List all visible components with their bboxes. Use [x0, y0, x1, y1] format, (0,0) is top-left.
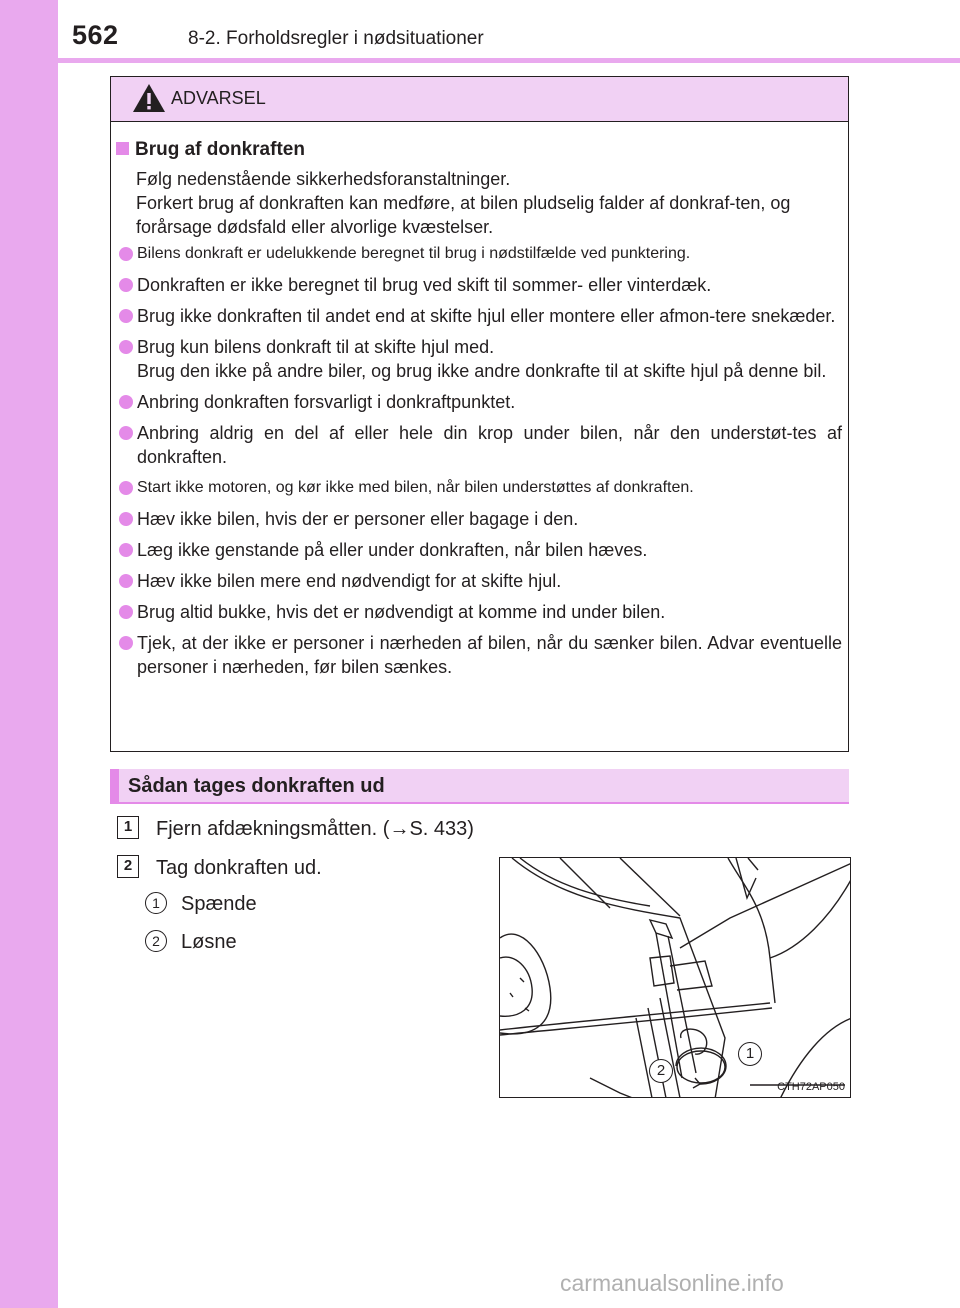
- bullet-dot-icon: [119, 426, 133, 440]
- list-item: Start ikke motoren, og kør ikke med bilen, når bilen understøttes af donkraften.: [116, 476, 842, 500]
- warning-intro: [136, 167, 842, 239]
- list-item: Brug kun bilens donkraft til at skifte hjul med. Brug den ikke på andre biler, og brug ikke andre donkrafte til at skifte hjul på denne bil.: [116, 335, 842, 383]
- step-number-badge: 2: [117, 855, 139, 878]
- list-item: Hæv ikke bilen mere end nødvendigt for at skifte hjul.: [116, 569, 842, 593]
- figure-label-2: 2: [649, 1059, 673, 1083]
- bullet-dot-icon: [119, 395, 133, 409]
- chapter-title: 8-2. Forholdsregler i nødsituationer: [188, 28, 484, 49]
- callout-label: Spænde: [181, 893, 257, 915]
- bullet-dot-icon: [119, 278, 133, 292]
- figure-label-1: 1: [738, 1042, 762, 1066]
- step-text: Fjern afdækningsmåtten. (→S. 433): [156, 818, 474, 840]
- figure-code: CTH72AP050: [777, 1081, 845, 1093]
- jack-illustration: [500, 858, 851, 1098]
- list-item: Brug altid bukke, hvis det er nødvendigt at komme ind under bilen.: [116, 600, 842, 624]
- bullet-dot-icon: [119, 309, 133, 323]
- section-heading-bar: [110, 769, 849, 804]
- bullet-dot-icon: [119, 543, 133, 557]
- jack-removal-figure: [499, 857, 851, 1098]
- bullet-dot-icon: [119, 636, 133, 650]
- list-item: Donkraften er ikke beregnet til brug ved skift til sommer- eller vinterdæk.: [116, 273, 842, 297]
- warning-triangle-icon: [132, 82, 166, 114]
- callout-label: Løsne: [181, 931, 237, 953]
- bullet-dot-icon: [119, 247, 133, 261]
- list-item: Bilens donkraft er udelukkende beregnet til brug i nødstilfælde ved punktering.: [116, 242, 842, 266]
- page-number: 562: [72, 20, 119, 50]
- bullet-dot-icon: [119, 605, 133, 619]
- intro-line: Følg nedenstående sikkerhedsforanstaltninger.: [136, 169, 511, 189]
- side-color-bar: [0, 0, 58, 1308]
- bullet-dot-icon: [119, 481, 133, 495]
- section-accent: [110, 769, 119, 802]
- warning-section-heading: Brug af donkraften: [116, 139, 305, 161]
- watermark: carmanualsonline.info: [560, 1270, 784, 1296]
- square-bullet-icon: [116, 142, 129, 155]
- list-item: Anbring donkraften forsvarligt i donkraftpunktet.: [116, 390, 842, 414]
- bullet-dot-icon: [119, 574, 133, 588]
- callout-number: 2: [145, 930, 167, 952]
- bullet-dot-icon: [119, 340, 133, 354]
- list-item: Anbring aldrig en del af eller hele din krop under bilen, når den understøt-tes af donkraften.: [116, 421, 842, 469]
- intro-line: Forkert brug af donkraften kan medføre, at bilen pludselig falder af donkraf-ten, og forårsage dødsfald eller alvorlige kvæstelser.: [136, 193, 791, 237]
- callout-item: [145, 892, 257, 916]
- step-text: Tag donkraften ud.: [156, 857, 322, 879]
- callout-number: 1: [145, 892, 167, 914]
- step-number-badge: 1: [117, 816, 139, 839]
- callout-item: [145, 930, 237, 954]
- warning-box: [110, 76, 849, 752]
- header-rule: [58, 58, 960, 63]
- list-item: Læg ikke genstande på eller under donkraften, når bilen hæves.: [116, 538, 842, 562]
- warning-header: [111, 77, 848, 122]
- bullet-dot-icon: [119, 512, 133, 526]
- list-item: Brug ikke donkraften til andet end at skifte hjul eller montere eller afmon-tere snekæder.: [116, 304, 842, 328]
- warning-bullet-list: [116, 242, 842, 686]
- section-title: Sådan tages donkraften ud: [128, 775, 385, 797]
- warning-title: ADVARSEL: [171, 88, 266, 108]
- list-item: Hæv ikke bilen, hvis der er personer eller bagage i den.: [116, 507, 842, 531]
- list-item: Tjek, at der ikke er personer i nærheden af bilen, når du sænker bilen. Advar eventuelle personer i nærheden, før bilen sænkes.: [116, 631, 842, 679]
